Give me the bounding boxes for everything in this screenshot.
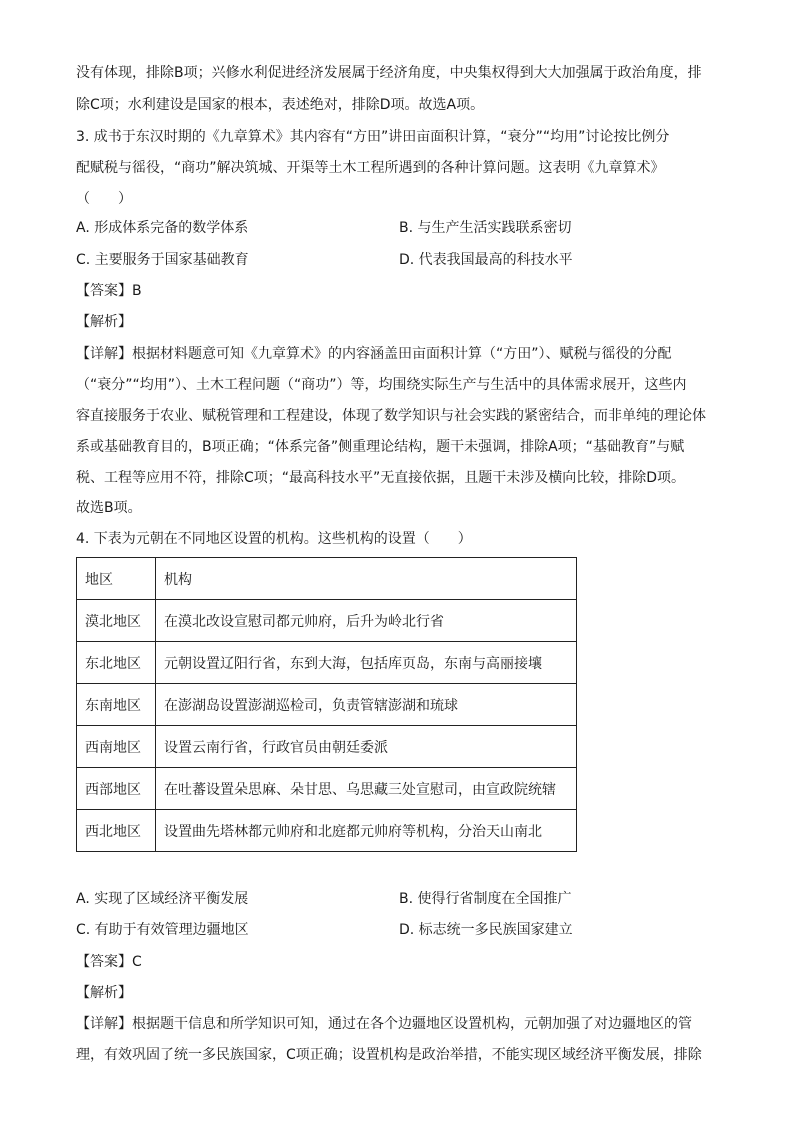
question-4-option-b: B. 使得行省制度在全国推广	[399, 891, 572, 907]
question-3-detail-line-6: 故选B项。	[76, 500, 142, 516]
table-cell-region: 东南地区	[77, 684, 156, 726]
table-cell-institution: 设置曲先塔林都元帅府和北庭都元帅府等机构，分治天山南北	[156, 810, 577, 852]
table-row	[77, 768, 577, 810]
table-header-row	[77, 558, 577, 600]
prev-explanation-line-1: 没有体现，排除B项；兴修水利促进经济发展属于经济角度，中央集权得到大大加强属于政治角度，排	[76, 65, 702, 81]
question-3-detail-line-5: 税、工程等应用不符，排除C项；“最高科技水平”无直接依据，且题干未涉及横向比较，排除D项。	[76, 470, 686, 486]
table-cell-region: 东北地区	[77, 642, 156, 684]
yuan-institutions-table	[76, 557, 577, 852]
question-4-detail-line-1: 【详解】根据题干信息和所学知识可知，通过在各个边疆地区设置机构，元朝加强了对边疆地区的管	[76, 1016, 692, 1032]
table-cell-region: 西部地区	[77, 768, 156, 810]
question-4-option-c: C. 有助于有效管理边疆地区	[76, 922, 249, 938]
question-3-stem-line-3: （ ）	[76, 191, 132, 207]
question-3-stem-line-2: 配赋税与徭役，“商功”解决筑城、开渠等土木工程所遇到的各种计算问题。这表明《九章算术》	[76, 160, 665, 176]
table-row	[77, 684, 577, 726]
question-3-detail-line-4: 系或基础教育目的，B项正确；“体系完备”侧重理论结构，题干未强调，排除A项；“基础教育”与赋	[76, 439, 685, 455]
prev-explanation-line-2: 除C项；水利建设是国家的根本，表述绝对，排除D项。故选A项。	[76, 97, 485, 113]
question-3-stem-line-1: 3. 成书于东汉时期的《九章算术》其内容有“方田”讲田亩面积计算，“衰分”“均用”讨论按比例分	[76, 129, 670, 145]
table-header-institution: 机构	[156, 558, 577, 600]
question-3-option-a: A. 形成体系完备的数学体系	[76, 220, 249, 236]
table-header-region: 地区	[77, 558, 156, 600]
table-cell-region: 漠北地区	[77, 600, 156, 642]
table-cell-institution: 在漠北改设宣慰司都元帅府，后升为岭北行省	[156, 600, 577, 642]
question-3-detail-line-1: 【详解】根据材料题意可知《九章算术》的内容涵盖田亩面积计算（“方田”）、赋税与徭役的分配	[76, 346, 672, 362]
question-4-stem: 4. 下表为元朝在不同地区设置的机构。这些机构的设置（ ）	[76, 531, 472, 547]
question-3-answer: 【答案】B	[76, 283, 142, 299]
question-3-detail-line-3: 容直接服务于农业、赋税管理和工程建设，体现了数学知识与社会实践的紧密结合，而非单纯的理论体	[76, 408, 706, 424]
table-row	[77, 726, 577, 768]
question-3-option-c: C. 主要服务于国家基础教育	[76, 252, 249, 268]
question-4-analysis-label: 【解析】	[76, 985, 132, 1001]
table-row	[77, 600, 577, 642]
question-3-option-d: D. 代表我国最高的科技水平	[399, 252, 573, 268]
table-cell-institution: 元朝设置辽阳行省，东到大海，包括库页岛，东南与高丽接壤	[156, 642, 577, 684]
question-3-analysis-label: 【解析】	[76, 314, 132, 330]
table-row	[77, 810, 577, 852]
table-cell-institution: 在吐蕃设置朵思麻、朵甘思、乌思藏三处宣慰司，由宣政院统辖	[156, 768, 577, 810]
question-3-option-b: B. 与生产生活实践联系密切	[399, 220, 572, 236]
table-cell-region: 西南地区	[77, 726, 156, 768]
question-3-detail-line-2: （“衰分”“均用”）、土木工程问题（“商功”）等，均围绕实际生产与生活中的具体需求展开，这些内	[76, 377, 687, 393]
question-4-option-d: D. 标志统一多民族国家建立	[399, 922, 573, 938]
table-row	[77, 642, 577, 684]
question-4-detail-line-2: 理，有效巩固了统一多民族国家，C项正确；设置机构是政治举措，不能实现区域经济平衡发展，排除	[76, 1047, 702, 1063]
question-4-answer: 【答案】C	[76, 954, 142, 970]
question-4-option-a: A. 实现了区域经济平衡发展	[76, 891, 249, 907]
table-cell-institution: 设置云南行省，行政官员由朝廷委派	[156, 726, 577, 768]
table-cell-region: 西北地区	[77, 810, 156, 852]
table-cell-institution: 在澎湖岛设置澎湖巡检司，负责管辖澎湖和琉球	[156, 684, 577, 726]
